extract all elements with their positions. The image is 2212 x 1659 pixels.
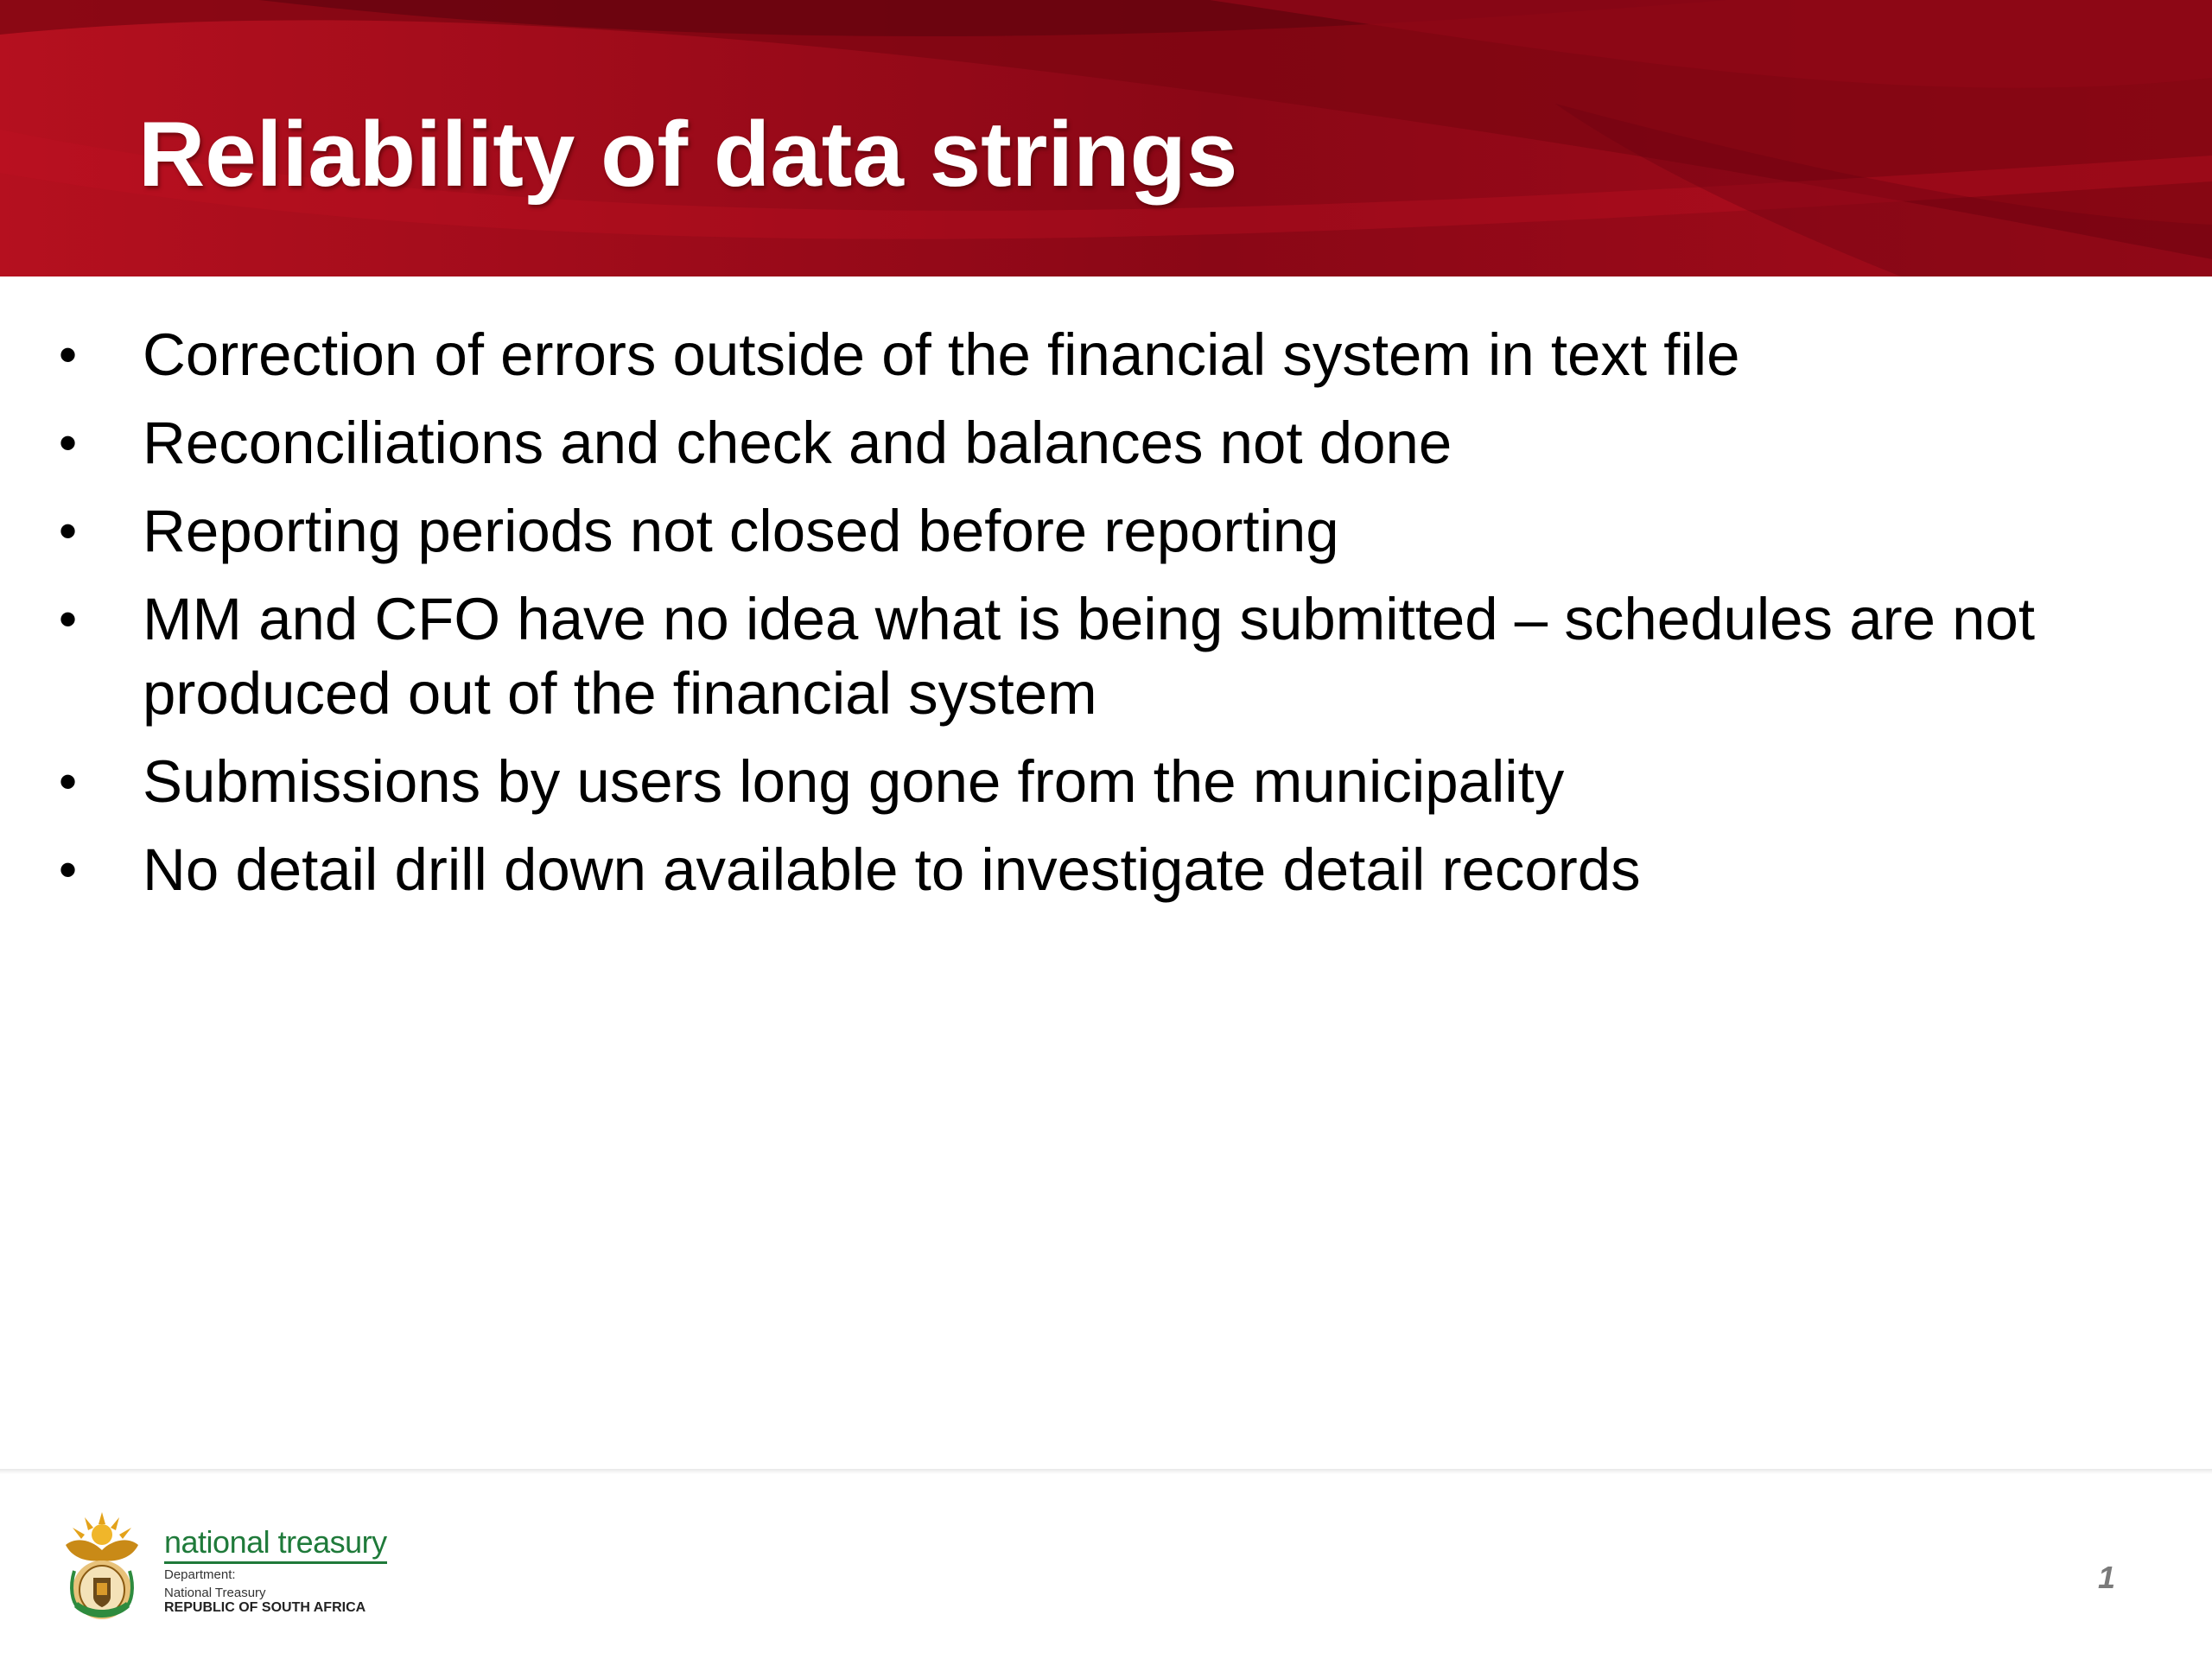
bullet-icon: • xyxy=(59,590,78,648)
bullet-text: MM and CFO have no idea what is being submitted – schedules are not produced out of the financial system xyxy=(143,586,2036,727)
bullet-icon: • xyxy=(59,753,78,810)
footer-divider xyxy=(0,1469,2212,1474)
bullet-list xyxy=(0,318,2212,921)
bullet-icon: • xyxy=(59,841,78,899)
logo-department-name: National Treasury xyxy=(164,1586,266,1600)
bullet-item xyxy=(0,406,2212,480)
bullet-item xyxy=(0,494,2212,569)
logo-country: REPUBLIC OF SOUTH AFRICA xyxy=(164,1600,366,1615)
bullet-text: Reconciliations and check and balances not done xyxy=(143,410,1452,476)
logo-name: national treasury xyxy=(164,1525,387,1564)
bullet-icon: • xyxy=(59,414,78,472)
bullet-item xyxy=(0,318,2212,392)
bullet-text: No detail drill down available to investigate detail records xyxy=(143,836,1641,903)
bullet-text: Submissions by users long gone from the municipality xyxy=(143,748,1565,815)
bullet-item xyxy=(0,582,2212,731)
bullet-item xyxy=(0,833,2212,907)
coat-of-arms-icon xyxy=(59,1510,145,1623)
bullet-icon: • xyxy=(59,502,78,560)
bullet-text: Correction of errors outside of the financial system in text file xyxy=(143,321,1740,388)
bullet-item xyxy=(0,745,2212,819)
slide-title: Reliability of data strings xyxy=(138,102,1238,206)
page-number: 1 xyxy=(2098,1560,2116,1595)
bullet-icon: • xyxy=(59,326,78,384)
title-banner xyxy=(0,0,2212,276)
national-treasury-logo xyxy=(164,1525,387,1616)
logo-department-label: Department: xyxy=(164,1567,236,1582)
bullet-text: Reporting periods not closed before reporting xyxy=(143,498,1339,564)
